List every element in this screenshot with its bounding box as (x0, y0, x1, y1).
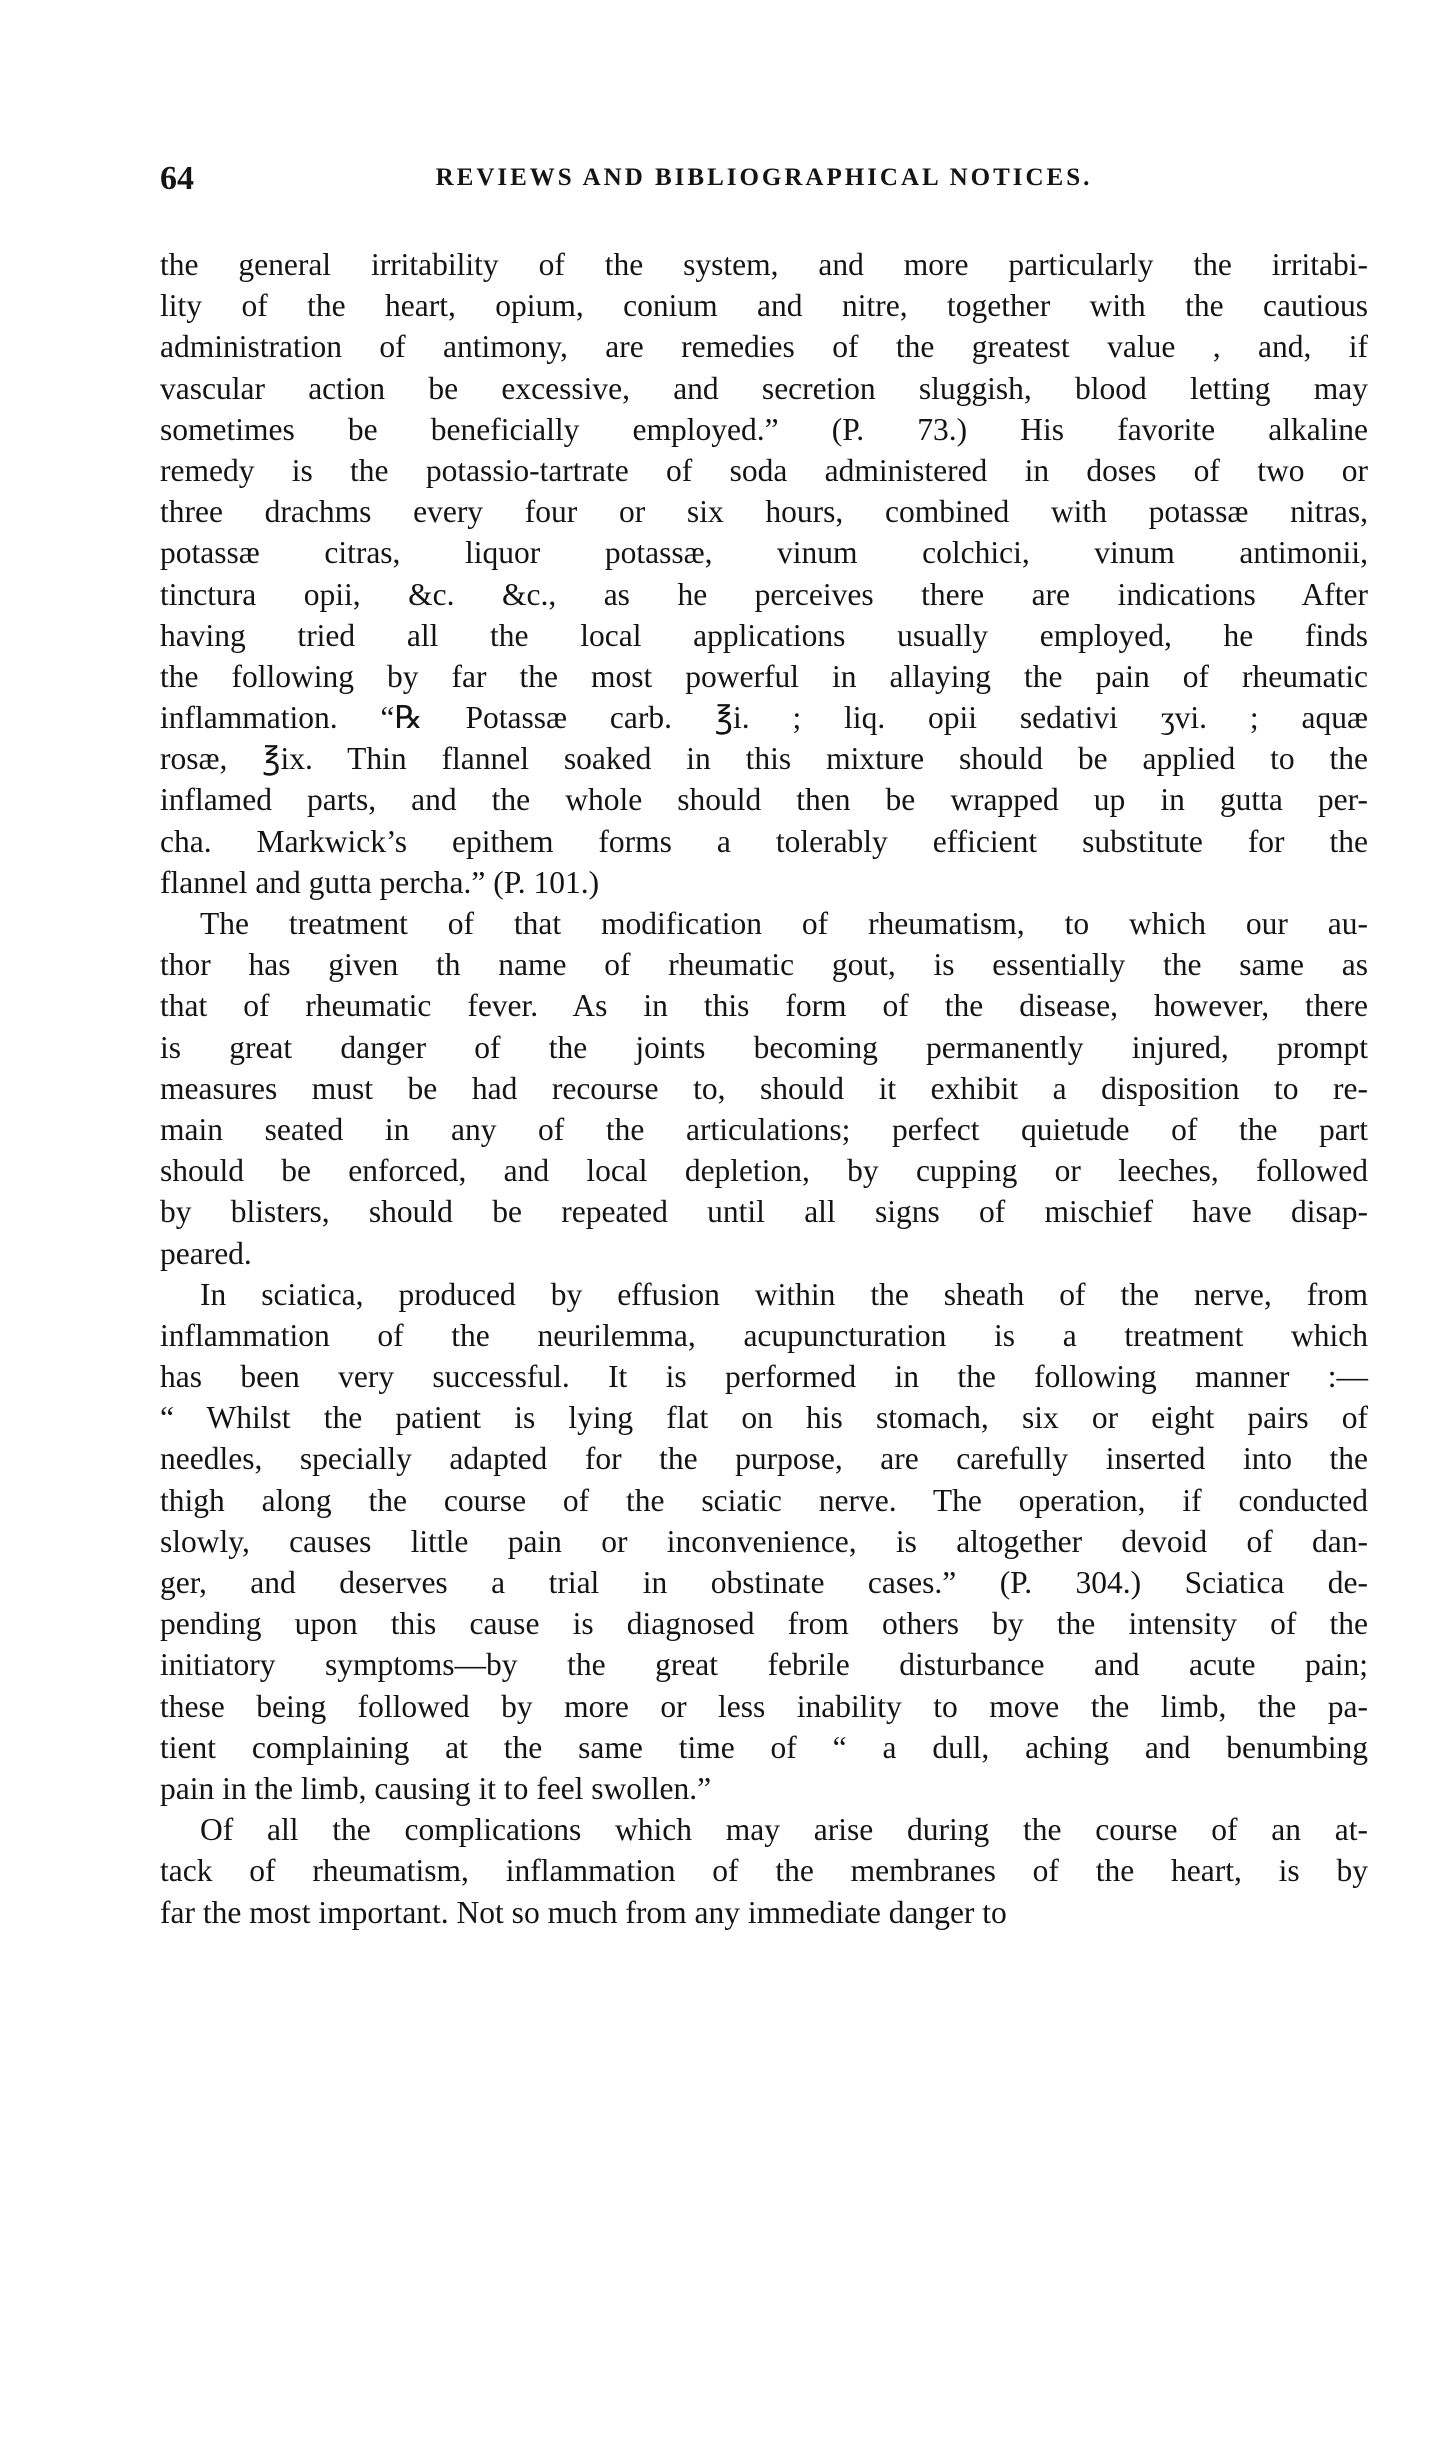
body-text (160, 244, 1368, 1933)
text-line: tient complaining at the same time of “ a dull, aching and benumbing (160, 1729, 1368, 1765)
text-line: “ Whilst the patient is lying flat on his stomach, six or eight pairs of (160, 1400, 1368, 1436)
text-line: thigh along the course of the sciatic nerve. The operation, if conducted (160, 1482, 1368, 1518)
text-line: inflamed parts, and the whole should then be wrapped up in gutta per- (160, 782, 1368, 818)
text-line: rosæ, ℥ix. Thin flannel soaked in this mixture should be applied to the (160, 741, 1368, 777)
text-line: that of rheumatic fever. As in this form of the disease, however, there (160, 988, 1368, 1024)
text-line: Of all the complications which may arise during the course of an at- (200, 1812, 1368, 1848)
text-line: has been very successful. It is performed in the following manner :— (160, 1359, 1368, 1395)
text-line: inflammation. “℞ Potassæ carb. ℥i. ; liq. opii sedativi ʒvi. ; aquæ (160, 700, 1368, 736)
paragraph (160, 244, 1368, 903)
text-line: three drachms every four or six hours, combined with potassæ nitras, (160, 494, 1368, 530)
text-line: remedy is the potassio-tartrate of soda administered in doses of two or (160, 452, 1368, 488)
page-number: 64 (160, 160, 194, 197)
text-line: lity of the heart, opium, conium and nitre, together with the cautious (160, 288, 1368, 324)
text-line: by blisters, should be repeated until all signs of mischief have disap- (160, 1194, 1368, 1230)
text-line: slowly, causes little pain or inconvenience, is altogether devoid of dan- (160, 1523, 1368, 1559)
text-line: main seated in any of the articulations; perfect quietude of the part (160, 1111, 1368, 1147)
text-line: In sciatica, produced by effusion within the sheath of the nerve, from (200, 1276, 1368, 1312)
text-line: The treatment of that modification of rheumatism, to which our au- (200, 906, 1368, 941)
running-head: REVIEWS AND BIBLIOGRAPHICAL NOTICES. (435, 164, 1093, 191)
text-line: pain in the limb, causing it to feel swollen.” (160, 1770, 712, 1806)
text-line: needles, specially adapted for the purpose, are carefully inserted into the (160, 1441, 1368, 1477)
paragraph (160, 903, 1368, 1274)
text-line: these being followed by more or less inability to move the limb, the pa- (160, 1688, 1368, 1724)
text-line: measures must be had recourse to, should it exhibit a disposition to re- (160, 1070, 1368, 1106)
text-line: the general irritability of the system, and more particularly the irritabi- (160, 247, 1368, 282)
text-line: is great danger of the joints becoming permanently injured, prompt (160, 1029, 1368, 1065)
text-line: pending upon this cause is diagnosed from others by the intensity of the (160, 1606, 1368, 1642)
text-line: sometimes be beneficially employed.” (P. 73.) His favorite alkaline (160, 411, 1368, 447)
text-line: inflammation of the neurilemma, acupuncturation is a treatment which (160, 1317, 1368, 1353)
text-line: tinctura opii, &c. &c., as he perceives there are indications After (160, 576, 1368, 612)
text-line: initiatory symptoms—by the great febrile disturbance and acute pain; (160, 1647, 1368, 1683)
text-line: ger, and deserves a trial in obstinate cases.” (P. 304.) Sciatica de- (160, 1565, 1368, 1600)
paragraph (160, 1809, 1368, 1933)
text-line: cha. Markwick’s epithem forms a tolerably efficient substitute for the (160, 823, 1368, 859)
page-header (160, 160, 1368, 200)
text-line: the following by far the most powerful in allaying the pain of rheumatic (160, 658, 1368, 694)
paragraph (160, 1274, 1368, 1809)
text-line: having tried all the local applications usually employed, he finds (160, 617, 1368, 653)
text-line: far the most important. Not so much from any immediate danger to (160, 1894, 1007, 1930)
text-line: flannel and gutta percha.” (P. 101.) (160, 864, 600, 900)
text-line: vascular action be excessive, and secretion sluggish, blood letting may (160, 370, 1368, 406)
text-line: potassæ citras, liquor potassæ, vinum colchici, vinum antimonii, (160, 535, 1368, 571)
text-line: peared. (160, 1235, 252, 1271)
text-line: should be enforced, and local depletion, by cupping or leeches, followed (160, 1153, 1368, 1189)
text-line: administration of antimony, are remedies of the greatest value , and, if (160, 329, 1368, 365)
text-line: tack of rheumatism, inflammation of the membranes of the heart, is by (160, 1853, 1368, 1889)
text-line: thor has given th name of rheumatic gout, is essentially the same as (160, 947, 1368, 983)
